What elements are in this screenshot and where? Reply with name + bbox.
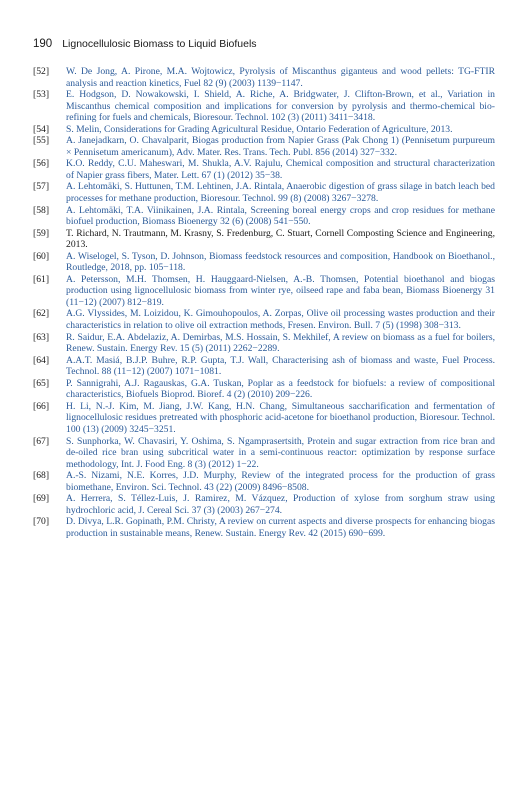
reference-number: [68] (33, 470, 50, 482)
reference-item[interactable] (33, 66, 495, 89)
reference-item[interactable] (33, 89, 495, 124)
reference-link[interactable]: A. Wiselogel, S. Tyson, D. Johnson, Biomass feedstock resources and composition, Handbook on Bioethanol., Routledge, 2018, pp. 105−118. (66, 250, 495, 274)
reference-number: [59] (33, 227, 50, 239)
reference-link[interactable]: A. Janejadkarn, O. Chavalparit, Biogas production from Napier Grass (Pak Chong 1) (Pennisetum purpureum × Pennisetum americanum), Adv. Mater. Res. Trans. Tech. Publ. 856 (2014) 327−332. (66, 135, 495, 158)
reference-link[interactable]: W. De Jong, A. Pirone, M.A. Wojtowicz, Pyrolysis of Miscanthus giganteus and wood pellets: TG-FTIR analysis and reaction kinetics, Fuel 82 (9) (2003) 1139−1147. (66, 66, 495, 89)
reference-item[interactable] (33, 355, 495, 378)
reference-item[interactable] (33, 158, 495, 181)
reference-number: [69] (33, 493, 50, 505)
reference-item (33, 228, 495, 251)
reference-link[interactable]: E. Hodgson, D. Nowakowski, I. Shield, A. Riche, A. Bridgwater, J. Clifton-Brown, et al., Variation in Miscanthus chemical composition and implications for conversion by pyrolysis and thermo-chemical bio-refining for fuels and chemicals, Bioresour. Technol. 102 (3) (2011) 3411−3418. (66, 89, 495, 124)
reference-link[interactable]: P. Sannigrahi, A.J. Ragauskas, G.A. Tuskan, Poplar as a feedstock for biofuels: a review of compositional characteristics, Biofuels Bioprod. Bioref. 4 (2) (2010) 209−226. (66, 377, 495, 401)
reference-list (33, 66, 495, 539)
reference-link[interactable]: A. Herrera, S. Téllez-Luis, J. Ramirez, M. Vázquez, Production of xylose from sorghum straw using hydrochloric acid, J. Cereal Sci. 37 (3) (2003) 267−274. (66, 493, 495, 516)
reference-link[interactable]: R. Saidur, E.A. Abdelaziz, A. Demirbas, M.S. Hossain, S. Mekhilef, A review on biomass as a fuel for boilers, Renew. Sustain. Energy Rev. 15 (5) (2011) 2262−2289. (66, 331, 495, 355)
reference-number: [66] (33, 400, 50, 412)
reference-item[interactable] (33, 251, 495, 274)
reference-item[interactable] (33, 124, 495, 136)
page-number: 190 (33, 38, 53, 50)
reference-number: [70] (33, 516, 50, 528)
reference-link[interactable]: K.O. Reddy, C.U. Maheswari, M. Shukla, A.V. Rajulu, Chemical composition and structural characterization of Napier grass fibers, Mater. Lett. 67 (1) (2012) 35−38. (66, 158, 495, 181)
reference-item[interactable] (33, 436, 495, 471)
reference-number: [53] (33, 89, 50, 101)
book-title: Lignocellulosic Biomass to Liquid Biofuels (62, 38, 257, 50)
reference-link[interactable]: A.-S. Nizami, N.E. Korres, J.D. Murphy, Review of the integrated process for the production of grass biomethane, Environ. Sci. Technol. 43 (22) (2009) 8496−8508. (66, 470, 495, 493)
reference-item[interactable] (33, 205, 495, 228)
reference-number: [67] (33, 435, 50, 447)
reference-number: [57] (33, 181, 50, 193)
reference-number: [63] (33, 331, 50, 343)
reference-number: [65] (33, 377, 50, 389)
reference-text: T. Richard, N. Trautmann, M. Krasny, S. Fredenburg, C. Stuart, Cornell Composting Science and Engineering, 2013. (66, 227, 495, 251)
reference-item[interactable] (33, 493, 495, 516)
reference-number: [58] (33, 204, 50, 216)
reference-item[interactable] (33, 181, 495, 204)
reference-number: [60] (33, 250, 50, 262)
reference-number: [56] (33, 158, 50, 170)
reference-item[interactable] (33, 332, 495, 355)
reference-link[interactable]: S. Melin, Considerations for Grading Agricultural Residue, Ontario Federation of Agriculture, 2013. (66, 123, 453, 135)
reference-item[interactable] (33, 135, 495, 158)
reference-link[interactable]: A.G. Vlyssides, M. Loizidou, K. Gimouhopoulos, A. Zorpas, Olive oil processing wastes production and their characteristics in relation to olive oil extraction methods, Fresen. Environ. Bull. 7 (5) (1998) 308−313. (66, 308, 495, 332)
reference-link[interactable]: H. Li, N.-J. Kim, M. Jiang, J.W. Kang, H.N. Chang, Simultaneous saccharification and fermentation of lignocellulosic residues pretreated with phosphoric acid-acetone for bioethanol production, Bioresour. Technol. 100 (13) (2009) 3245−3251. (66, 400, 495, 435)
reference-number: [61] (33, 273, 50, 285)
reference-number: [54] (33, 123, 50, 135)
reference-number: [64] (33, 354, 50, 366)
reference-item[interactable] (33, 516, 495, 539)
reference-link[interactable]: S. Sunphorka, W. Chavasiri, Y. Oshima, S. Ngamprasertsith, Protein and sugar extraction from rice bran and de-oiled rice bran using subcritical water in a semi-continuous reactor: optimization by response surface methodology, Int. J. Food Eng. 8 (3) (2012) 1−22. (66, 435, 495, 470)
reference-number: [52] (33, 66, 50, 77)
reference-link[interactable]: A.A.T. Masiá, B.J.P. Buhre, R.P. Gupta, T.J. Wall, Characterising ash of biomass and waste, Fuel Process. Technol. 88 (11−12) (2007) 1071−1081. (66, 354, 495, 378)
reference-number: [55] (33, 135, 50, 147)
running-head (33, 38, 257, 54)
reference-item[interactable] (33, 378, 495, 401)
reference-link[interactable]: A. Petersson, M.H. Thomsen, H. Hauggaard-Nielsen, A.-B. Thomsen, Potential bioethanol and biogas production using lignocellulosic biomass from winter rye, oilseed rape and faba bean, Biomass Bioenergy 31 (11−12) (2007) 812−819. (66, 273, 495, 308)
reference-number: [62] (33, 308, 50, 320)
reference-link[interactable]: A. Lehtomäki, S. Huttunen, T.M. Lehtinen, J.A. Rintala, Anaerobic digestion of grass silage in batch leach bed processes for methane production, Bioresour. Technol. 99 (8) (2008) 3267−3278. (66, 181, 495, 205)
reference-item[interactable] (33, 308, 495, 331)
reference-item[interactable] (33, 470, 495, 493)
reference-link[interactable]: D. Divya, L.R. Gopinath, P.M. Christy, A review on current aspects and diverse prospects for enhancing biogas production in sustainable means, Renew. Sustain. Energy Rev. 42 (2015) 690−699. (66, 516, 495, 539)
reference-item[interactable] (33, 401, 495, 436)
reference-item[interactable] (33, 274, 495, 309)
reference-link[interactable]: A. Lehtomäki, T.A. Viinikainen, J.A. Rintala, Screening boreal energy crops and crop residues for methane biofuel production, Biomass Bioenergy 32 (6) (2008) 541−550. (66, 204, 495, 228)
